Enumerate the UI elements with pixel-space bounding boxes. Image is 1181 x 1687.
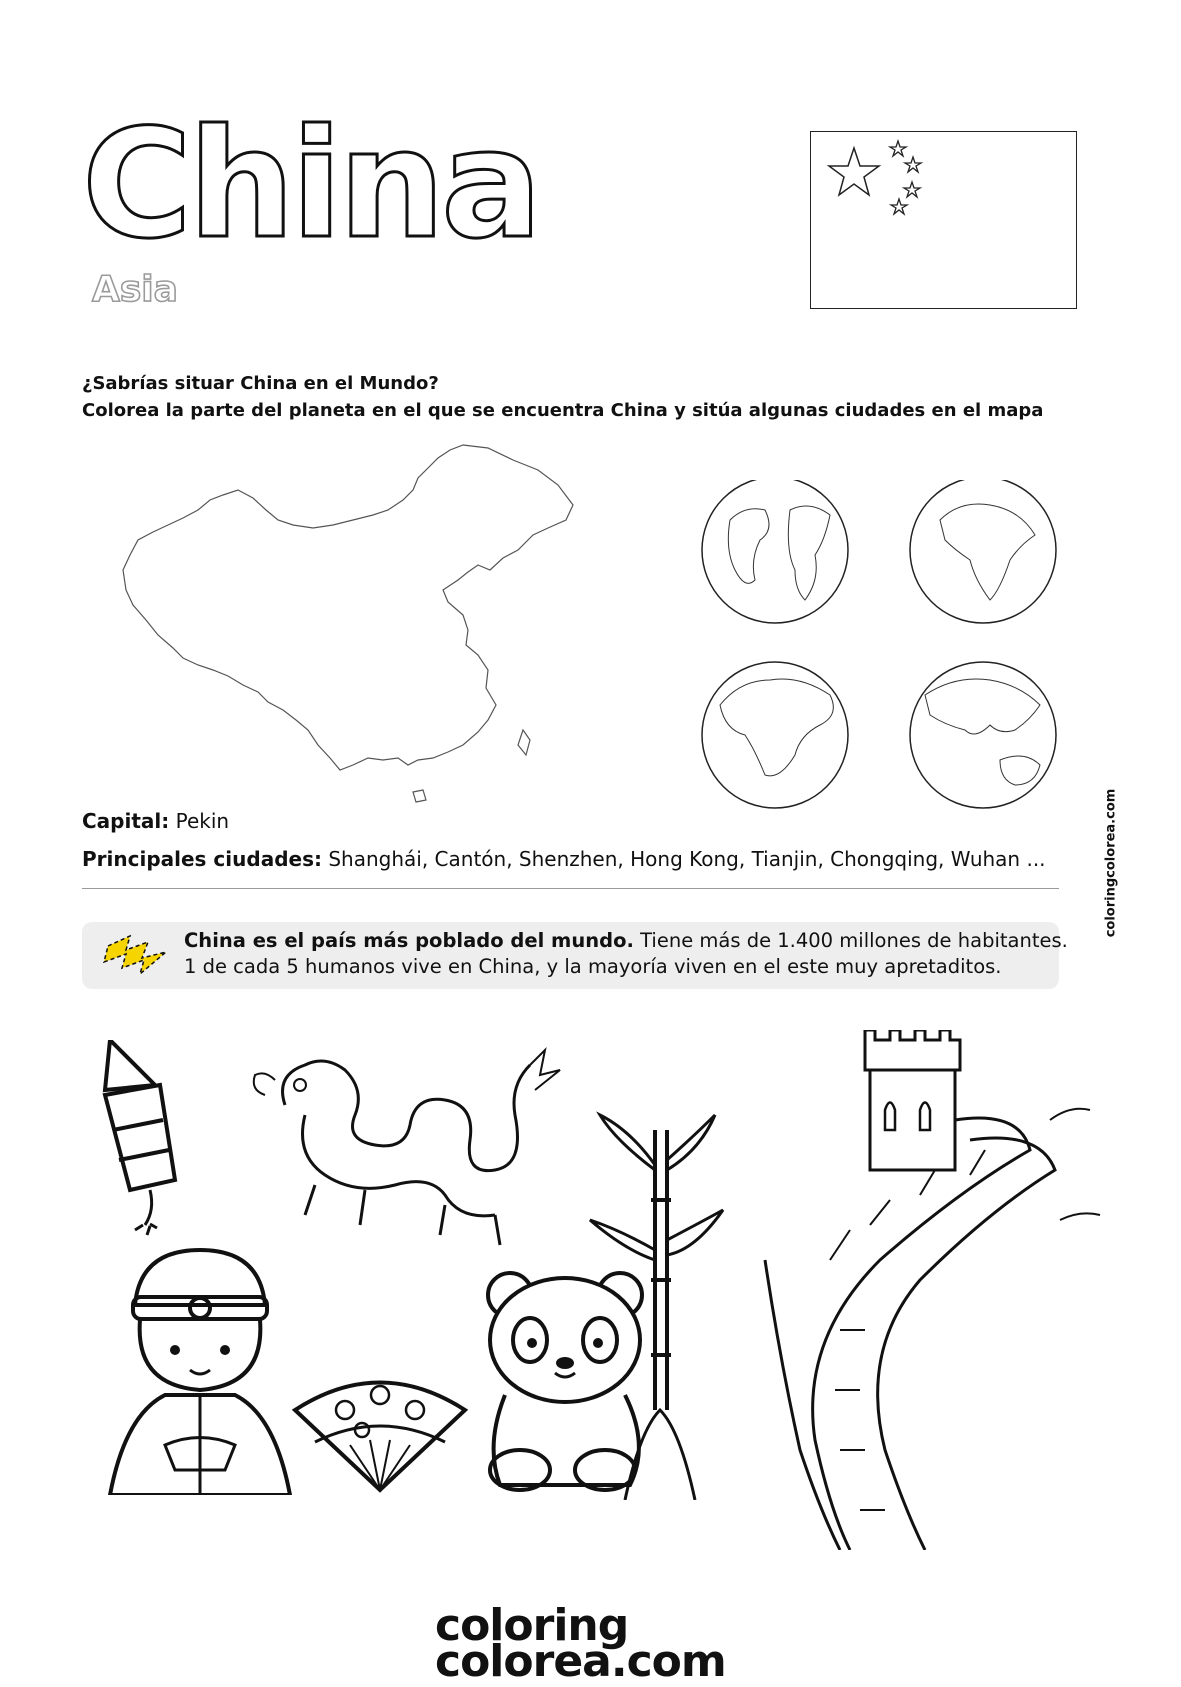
great-wall-icon (760, 1030, 1110, 1550)
lightning-icon (100, 928, 170, 980)
globe-icon (702, 662, 848, 808)
fact-line1: Tiene más de 1.400 millones de habitantes. (640, 929, 1068, 952)
china-map (118, 440, 588, 825)
firework-icon (95, 1040, 185, 1240)
globes-group (700, 480, 1070, 810)
footer-logo (435, 1600, 726, 1687)
fact-bold: China es el país más poblado del mundo. (184, 929, 634, 952)
small-star (904, 182, 920, 197)
small-star (890, 141, 906, 156)
capital-value: Pekin (175, 809, 230, 833)
instructions (82, 370, 1043, 424)
side-credit (1100, 790, 1122, 935)
fan-icon (290, 1370, 470, 1500)
logo-line1: coloring (435, 1600, 629, 1651)
cities-label: Principales ciudades: (82, 847, 322, 871)
fact-text (184, 928, 1068, 980)
cities-value: Shanghái, Cantón, Shenzhen, Hong Kong, Tianjin, Chongqing, Wuhan ... (328, 847, 1046, 871)
question-text: ¿Sabrías situar China en el Mundo? (82, 373, 439, 394)
small-star (905, 157, 921, 172)
capital-label: Capital: (82, 809, 170, 833)
page-title: China (82, 98, 539, 272)
side-credit-text: coloringcolorea.com (1103, 788, 1119, 937)
bamboo-icon (585, 1110, 725, 1500)
small-star (891, 199, 907, 214)
logo-line2: colorea.com (435, 1636, 726, 1687)
flag-icon (810, 131, 1077, 309)
dragon-icon (245, 1045, 565, 1255)
globe-icon (910, 662, 1056, 808)
globe-icon (702, 480, 848, 623)
capital-info (82, 808, 229, 834)
boy-icon (105, 1245, 295, 1495)
continent-label: Asia (92, 269, 178, 310)
fact-line2: 1 de cada 5 humanos vive en China, y la mayoría viven en el este muy apretaditos. (184, 955, 1002, 978)
cities-info (82, 846, 1046, 872)
big-star (829, 148, 879, 195)
globe-icon (910, 480, 1056, 623)
divider (82, 888, 1059, 889)
task-text: Colorea la parte del planeta en el que se encuentra China y sitúa algunas ciudades en el mapa (82, 400, 1044, 421)
